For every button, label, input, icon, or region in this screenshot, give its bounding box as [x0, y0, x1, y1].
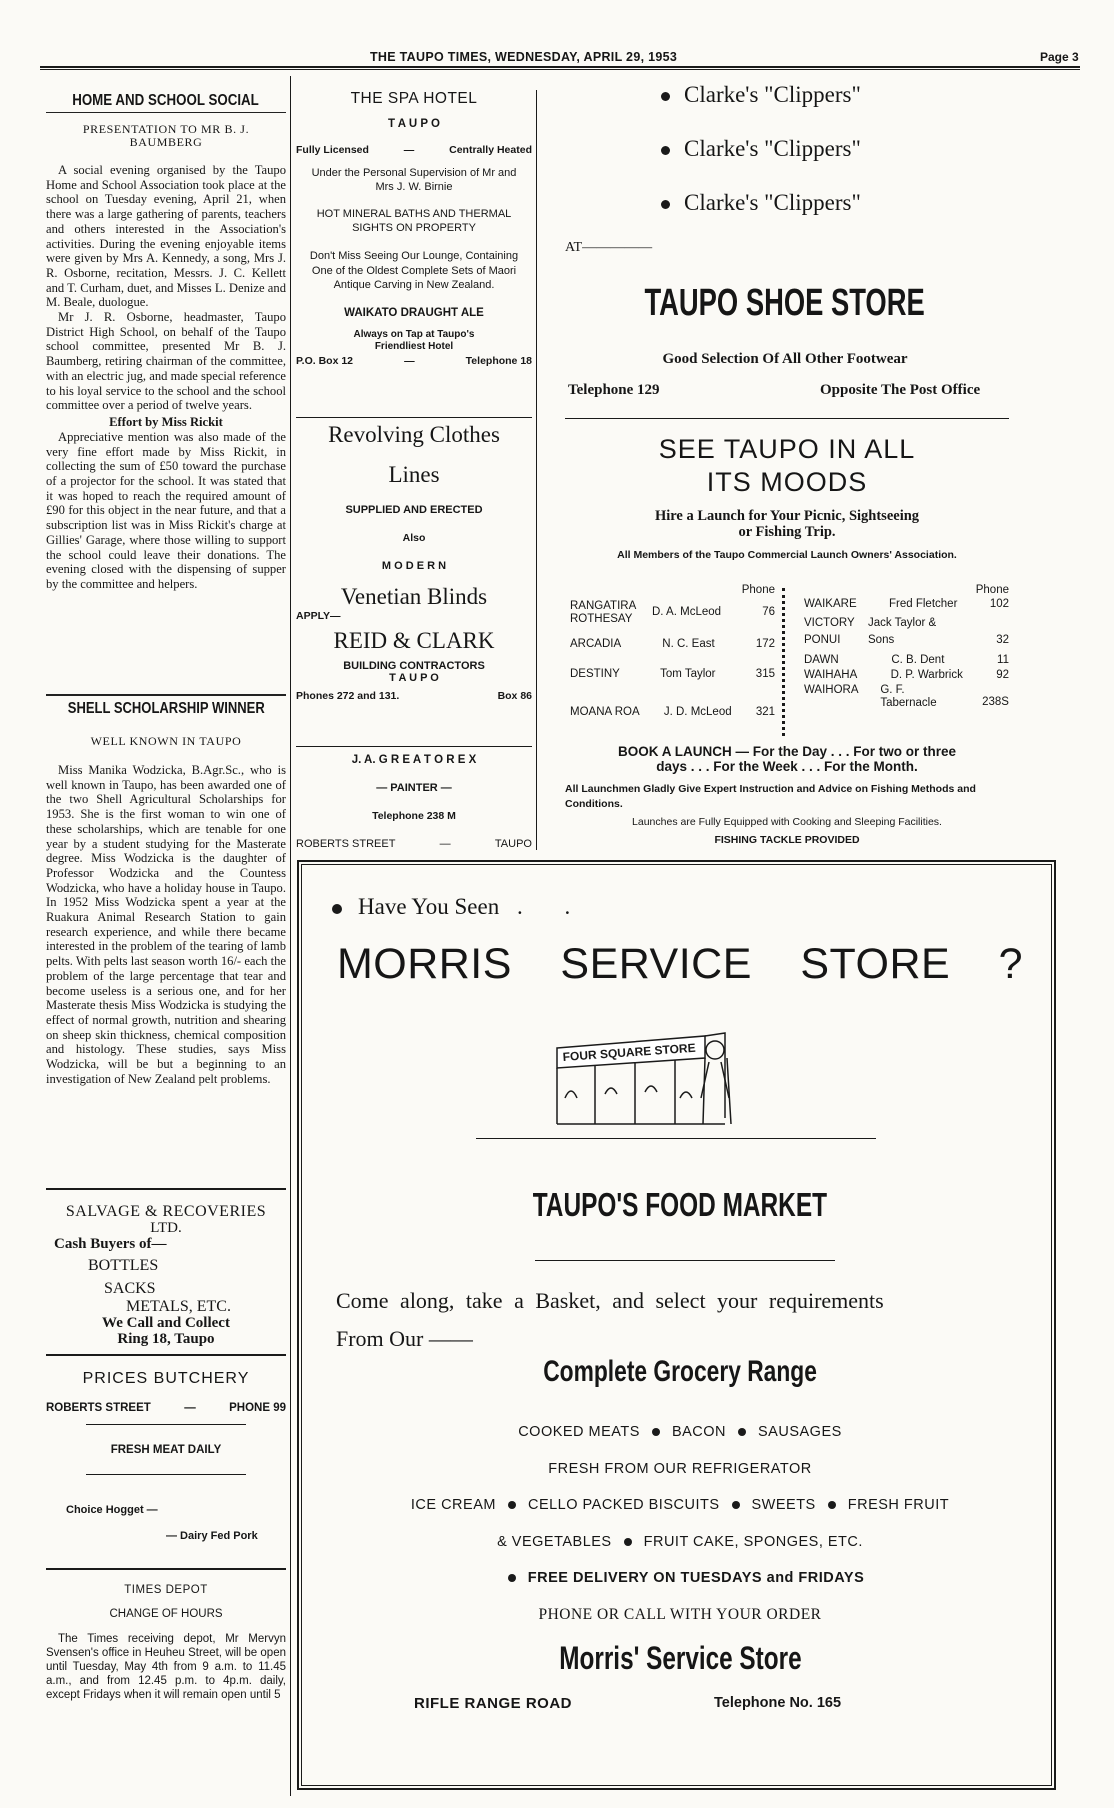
depot-sub: CHANGE OF HOURS	[109, 1608, 223, 1620]
morris-store-question: MORRIS SERVICE STORE ?	[336, 940, 1024, 988]
tackle: FISHING TACKLE PROVIDED	[714, 834, 860, 846]
clipper-line: Clarke's "Clippers"	[661, 136, 1005, 162]
shoe-at: AT—————	[565, 240, 653, 255]
lines: Lines	[388, 462, 440, 487]
spa-supervision: Under the Personal Supervision of Mr and Mrs J. W. Birnie	[311, 167, 517, 193]
morris-name: Morris' Service Store	[558, 1640, 802, 1676]
column-rule-1	[290, 76, 291, 1796]
salvage-item: BOTTLES	[88, 1257, 159, 1274]
dash: —	[184, 1402, 196, 1414]
morris-fresh: FRESH FROM OUR REFRIGERATOR	[548, 1461, 812, 1477]
box: P.O. Box 12	[296, 354, 354, 367]
launch-table-left	[570, 584, 775, 718]
header-rule	[40, 66, 1080, 68]
paragraph: Appreciative mention was also made of the very fine effort made by Miss Rickit, in collecting the sum of £50 toward the purchase of a projector for the school. It was stated that it was hoped to reach the required amount of £90 for this object in the near future, and that a subscription list was in Miss Rickit's charge at Gillies' Garage, where those willing to support the school could leave their donations. The evening closed with the dispensing of supper by the committee and helpers.	[46, 429, 286, 591]
shoe-selection: Good Selection Of All Other Footwear	[662, 351, 908, 367]
salvage-item: SACKS	[104, 1280, 156, 1297]
morris-order: PHONE OR CALL WITH YOUR ORDER	[538, 1606, 822, 1623]
supplied: SUPPLIED AND ERECTED	[345, 504, 483, 516]
headline: HOME AND SCHOOL SOCIAL	[46, 92, 286, 113]
phones: Phones 272 and 131.	[296, 690, 400, 702]
spa-baths: HOT MINERAL BATHS AND THERMAL SIGHTS ON PROPERTY	[316, 208, 512, 234]
butchery-address	[46, 1402, 286, 1414]
greatorex-phone: Telephone 238 M	[372, 810, 456, 822]
dash: —	[439, 838, 451, 850]
box: Box 86	[497, 690, 532, 702]
salvage-cash: Cash Buyers of—	[54, 1236, 167, 1252]
launch-booking	[565, 744, 1009, 846]
dash: —	[404, 354, 415, 367]
launch-row: PONUI Sons 32	[804, 634, 1009, 646]
ad-spa-hotel	[296, 90, 532, 367]
morris-grocery: Complete Grocery Range	[543, 1355, 817, 1388]
paragraph: A social evening organised by the Taupo Home and School Association took place at the school on Tuesday evening, April 21, when there was a large gathering of parents, teachers and others interested in the Association's activities. During the evening enjoyable items were given by Mrs A. Kennedy, a song, Mrs J. R. Osborne, recitation, Messrs. J. C. Kellett and T. Curham, duet, and Misses L. Denize and M. Beale, duologue.	[46, 163, 286, 310]
masthead: THE TAUPO TIMES, WEDNESDAY, APRIL 29, 1953	[370, 50, 678, 64]
reid-contact	[296, 690, 532, 702]
reid-town: T A U P O	[389, 672, 439, 684]
phone: Telephone 18	[465, 354, 532, 367]
morris-delivery: FREE DELIVERY ON TUESDAYS and FRIDAYS	[320, 1570, 1040, 1586]
spa-lounge: Don't Miss Seeing Our Lounge, Containing One of the Oldest Complete Sets of Maori Antique Carving in New Zealand.	[309, 250, 519, 291]
launch-members: All Members of the Taupo Commercial Launch Owners' Association.	[617, 549, 957, 561]
spa-features	[296, 144, 532, 156]
spa-contact	[296, 355, 532, 367]
heated: Centrally Heated	[449, 144, 532, 156]
launch-row: RANGATIRA ROTHESAY D. A. McLeod 76	[570, 600, 775, 625]
launch-row: DAWN C. B. Dent 11	[804, 654, 1009, 666]
page-number: Page 3	[1040, 50, 1079, 64]
morris-road: RIFLE RANGE ROAD	[414, 1695, 572, 1712]
clipper-line: Clarke's "Clippers"	[661, 82, 1005, 108]
depot-title: TIMES DEPOT	[124, 1584, 208, 1596]
book-line: BOOK A LAUNCH — For the Day . . . For two or three	[617, 744, 956, 759]
apply: APPLY—	[296, 610, 341, 622]
reid-name: REID & CLARK	[333, 628, 495, 653]
depot-text: The Times receiving depot, Mr Mervyn Svensen's office in Heuheu Street, will be open until Tuesday, May 4th from 9 a.m. to 11.45 a.m., and from 12.45 p.m. to 4p.m. daily, except Fridays when it will remain open until 5	[46, 1633, 286, 1701]
launch-hire: or Fishing Trip.	[738, 524, 836, 540]
morris-line-3: & VEGETABLES FRUIT CAKE, SPONGES, ETC.	[497, 1534, 863, 1550]
morris-phone: Telephone No. 165	[714, 1695, 842, 1711]
headline: SHELL SCHOLARSHIP WINNER	[46, 694, 286, 718]
ad-salvage	[46, 1203, 286, 1347]
morris-line-1: COOKED MEATS BACON SAUSAGES	[518, 1424, 842, 1440]
salvage-item: METALS, ETC.	[126, 1298, 231, 1315]
paragraph: Mr J. R. Osborne, headmaster, Taupo District High School, on behalf of the Taupo school committee, presented Mr B. J. Baumberg, retiring chairman of the committee, with an electric jug, and made special reference to his loyal service to the school and the school committee over a period of twelve years.	[46, 310, 286, 413]
hogget: Choice Hogget —	[66, 1504, 158, 1516]
spa-town: T A U P O	[388, 118, 440, 130]
phone: PHONE 99	[229, 1402, 286, 1414]
advice: All Launchmen Gladly Give Expert Instruction and Advice on Fishing Methods and Conditions.	[565, 783, 976, 810]
launch-row: WAIKARE Fred Fletcher 102	[804, 598, 1009, 610]
town: TAUPO	[494, 838, 532, 850]
contractors: BUILDING CONTRACTORS	[343, 660, 485, 672]
licensed: Fully Licensed	[296, 144, 369, 156]
launch-row: DESTINY Tom Taylor 315	[570, 668, 775, 680]
morris-come: Come along, take a Basket, and select your requirements	[336, 1288, 884, 1313]
morris-market: TAUPO'S FOOD MARKET	[532, 1186, 828, 1223]
phone-label: Phone	[975, 584, 1009, 596]
ad-reid-clark	[296, 422, 532, 702]
launch-row: VICTORY Jack Taylor &	[804, 617, 937, 629]
salvage-call: We Call and Collect	[102, 1315, 230, 1331]
article-shell-scholarship	[46, 694, 286, 1086]
pork: — Dairy Fed Pork	[166, 1530, 258, 1542]
column-rule-2	[536, 90, 537, 850]
spa-ale: WAIKATO DRAUGHT ALE	[344, 306, 484, 319]
salvage-ltd: LTD.	[150, 1220, 182, 1236]
launch-row: WAIHORA G. F. Tabernacle 238S	[804, 684, 1009, 709]
article-home-school	[46, 92, 286, 592]
launch-row: ARCADIA N. C. East 172	[570, 638, 775, 650]
clipper-line: Clarke's "Clippers"	[661, 190, 1005, 216]
spa-tap: Always on Tap at Taupo's Friendliest Hotel	[353, 328, 475, 352]
fresh-meat: FRESH MEAT DAILY	[110, 1444, 222, 1456]
painter: — PAINTER —	[376, 782, 452, 794]
butchery-title: PRICES BUTCHERY	[82, 1370, 250, 1387]
ad-greatorex	[296, 754, 532, 850]
revolving: Revolving Clothes	[328, 422, 500, 447]
table-divider	[782, 588, 788, 736]
book-line: days . . . For the Week . . . For the Month.	[656, 759, 918, 774]
launch-title: SEE TAUPO IN ALL	[658, 434, 916, 464]
morris-seen: Have You Seen . .	[332, 894, 588, 920]
blinds: Venetian Blinds	[340, 584, 488, 609]
also: Also	[402, 532, 426, 544]
ad-launch	[565, 434, 1009, 561]
greatorex-name: J. A. G R E A T O R E X	[351, 754, 477, 766]
greatorex-address	[296, 838, 532, 850]
ad-shoe-store	[565, 82, 1005, 216]
subhead: Effort by Miss Rickit	[109, 414, 223, 429]
notice-times-depot	[46, 1584, 286, 1702]
modern: M O D E R N	[381, 560, 447, 572]
dash: —	[403, 144, 415, 156]
storefront-illustration	[555, 1028, 775, 1128]
launch-row: WAIHAHA D. P. Warbrick 92	[804, 669, 1009, 681]
paragraph: Miss Manika Wodzicka, B.Agr.Sc., who is well known in Taupo, has been awarded one of the two Shell Agricultural Scholarships for 1953. She is the first woman to win one of these scholarships, which are tenable for one year by a student studying for the Masterate degree. Miss Wodzicka is the daughter of Professor Wodzicka and the Countess Wodzicka, who have a holiday house in Taupo. In 1952 Miss Wodzicka spent a year at the Ruakura Animal Research Station to gain research experience, and while there became interested in the problem of the tearing of lamb pelts. With pelts last season worth 16/- each the problem of the large percentage that tear and become useless is a serious one, and for her Masterate thesis Miss Wodzicka is studying the effect of normal growth, nutrition and shearing on sheep skin thickness, chemical composition and histology. These studies, says Miss Wodzicka, will be but a beginning to an investigation of New Zealand pelt problems.	[46, 763, 286, 1086]
launch-table-right	[804, 584, 1009, 710]
store-sign: FOUR SQUARE STORE	[562, 1040, 697, 1064]
subhead: WELL KNOWN IN TAUPO	[90, 734, 242, 748]
morris-from: From Our ——	[336, 1326, 473, 1351]
equipped: Launches are Fully Equipped with Cooking and Sleeping Facilities.	[632, 816, 942, 828]
ad-butchery	[46, 1370, 286, 1542]
subhead: PRESENTATION TO MR B. J. BAUMBERG	[82, 122, 250, 149]
salvage-title: SALVAGE & RECOVERIES	[65, 1203, 267, 1220]
shoe-opposite: Opposite The Post Office	[820, 382, 981, 398]
shoe-phone: Telephone 129	[568, 382, 660, 398]
launch-hire: Hire a Launch for Your Picnic, Sightseeing	[654, 508, 920, 524]
street: ROBERTS STREET	[46, 1402, 151, 1414]
morris-line-2: ICE CREAM CELLO PACKED BISCUITS SWEETS FRESH FRUIT	[410, 1497, 950, 1513]
phone-label: Phone	[741, 584, 775, 596]
launch-row: MOANA ROA J. D. McLeod 321	[570, 706, 775, 718]
shoe-store-name: TAUPO SHOE STORE	[644, 282, 926, 324]
spa-title: THE SPA HOTEL	[350, 90, 478, 107]
salvage-ring: Ring 18, Taupo	[117, 1331, 215, 1347]
street: ROBERTS STREET	[296, 838, 396, 850]
launch-title: ITS MOODS	[706, 467, 868, 497]
